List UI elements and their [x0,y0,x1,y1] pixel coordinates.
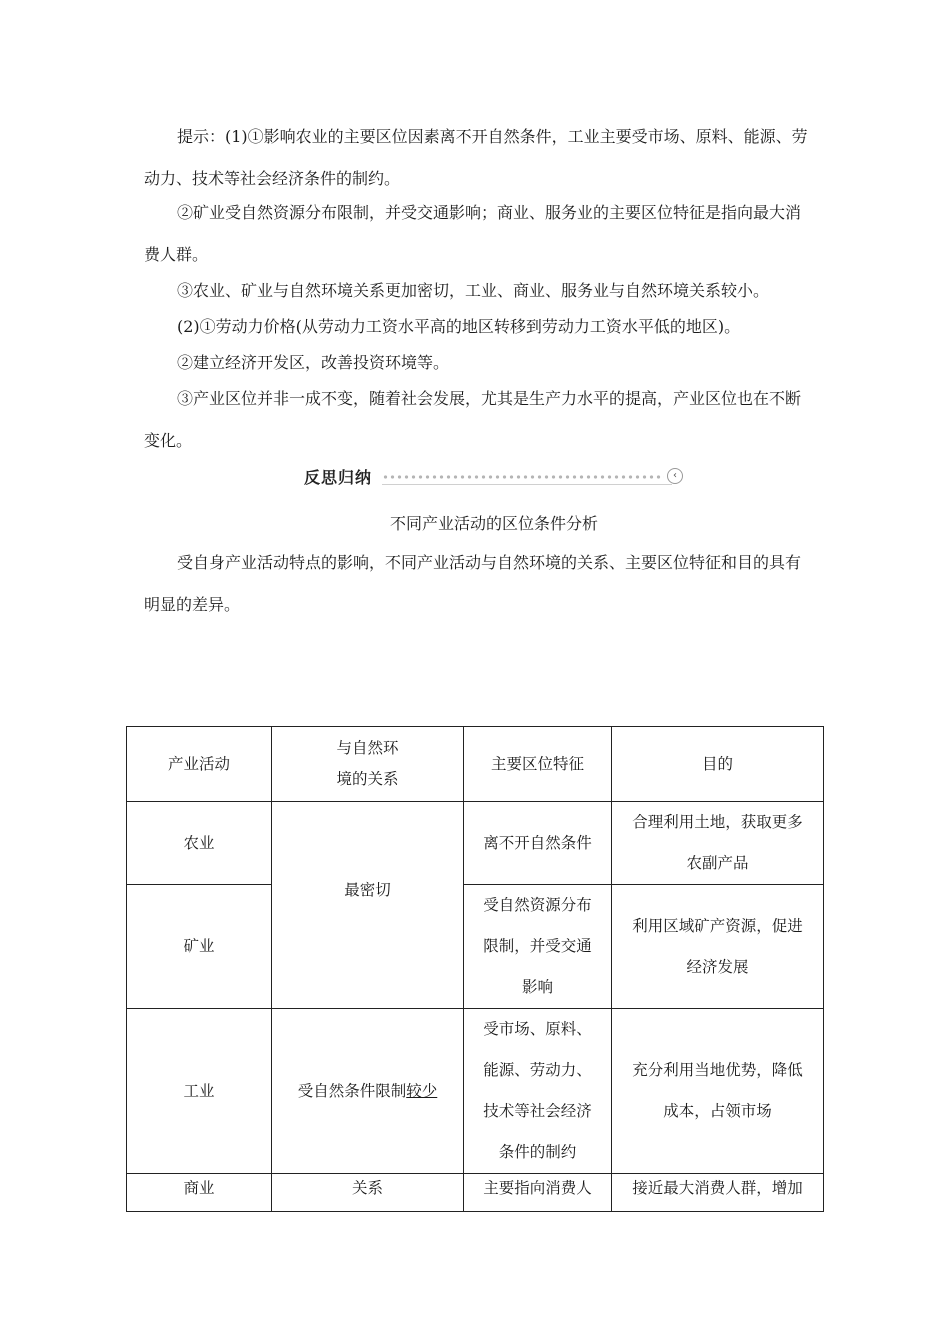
industry-purpose-line1: 充分利用当地优势，降低 [632,1061,803,1079]
header-relation-line1: 与自然环 [336,739,399,757]
cell-agriculture-feature: 离不开自然条件 [464,802,612,885]
section-heading-label: 反思归纳 [304,468,373,487]
header-feature: 主要区位特征 [464,727,612,802]
industry-feature-line3: 技术等社会经济 [483,1102,592,1120]
header-relation-line2: 境的关系 [336,770,399,788]
cell-commerce-purpose: 接近最大消费人群，增加 [612,1174,824,1212]
table-header-row [127,727,824,802]
cell-industry-purpose [612,1009,824,1174]
cell-mining-feature [464,885,612,1009]
industry-relation-prefix: 受自然条件限制 [297,1081,407,1100]
cell-shared-relation: 最密切 [272,802,464,1009]
section-subtitle: 不同产业活动的区位条件分析 [389,514,598,533]
hint-paragraph-6: ③产业区位并非一成不变，随着社会发展，尤其是生产力水平的提高，产业区位也在不断变化。 [144,389,802,450]
section-intro: 受自身产业活动特点的影响，不同产业活动与自然环境的关系、主要区位特征和目的具有明显的差异。 [144,553,802,614]
hint-paragraph-5: ②建立经济开发区，改善投资环境等。 [177,353,450,372]
industry-feature-line4: 条件的制约 [498,1143,577,1161]
cell-industry-activity: 工业 [127,1009,272,1174]
cell-mining-activity: 矿业 [127,885,272,1009]
agriculture-purpose-line1: 合理利用土地，获取更多 [632,813,803,831]
dotted-divider [382,475,664,479]
divider-line [382,484,672,485]
cell-agriculture-activity: 农业 [127,802,272,885]
hint-paragraph-3: ③农业、矿业与自然环境关系更加密切，工业、商业、服务业与自然环境关系较小。 [177,281,770,300]
mining-feature-line3: 影响 [521,978,553,996]
cell-commerce-relation: 关系 [272,1174,464,1212]
table-row-agriculture [127,802,824,885]
industry-feature-line1: 受市场、原料、 [483,1020,592,1038]
cell-commerce-activity: 商业 [127,1174,272,1212]
table-row-commerce [127,1174,824,1212]
industry-location-table [126,726,824,1212]
header-purpose: 目的 [612,727,824,802]
table-row-industry [127,1009,824,1174]
cell-industry-feature [464,1009,612,1174]
cell-industry-relation [272,1009,464,1174]
mining-purpose-line1: 利用区域矿产资源，促进 [632,916,803,935]
hint-paragraph-1: 提示：(1)①影响农业的主要区位因素离不开自然条件，工业主要受市场、原料、能源、劳动力、技术等社会经济条件的制约。 [144,127,808,188]
header-relation [272,727,464,802]
cell-agriculture-purpose [612,802,824,885]
mining-purpose-line2: 经济发展 [686,957,749,976]
header-activity: 产业活动 [127,727,272,802]
cell-commerce-feature: 主要指向消费人 [464,1174,612,1212]
industry-purpose-line2: 成本，占领市场 [663,1102,772,1120]
cell-mining-purpose [612,885,824,1009]
table-row-mining [127,885,824,1009]
mining-feature-line2: 限制，并受交通 [483,937,592,955]
hint-paragraph-4: (2)①劳动力价格(从劳动力工资水平高的地区转移到劳动力工资水平低的地区)。 [177,317,741,336]
section-heading [300,464,685,490]
chevron-left-icon: ‹ [667,468,683,484]
industry-feature-line2: 能源、劳动力、 [483,1061,592,1079]
industry-relation-emphasis: 较少 [406,1081,438,1100]
agriculture-purpose-line2: 农副产品 [686,854,749,872]
mining-feature-line1: 受自然资源分布 [483,896,592,914]
hint-paragraph-2: ②矿业受自然资源分布限制，并受交通影响；商业、服务业的主要区位特征是指向最大消费人群。 [144,203,802,264]
